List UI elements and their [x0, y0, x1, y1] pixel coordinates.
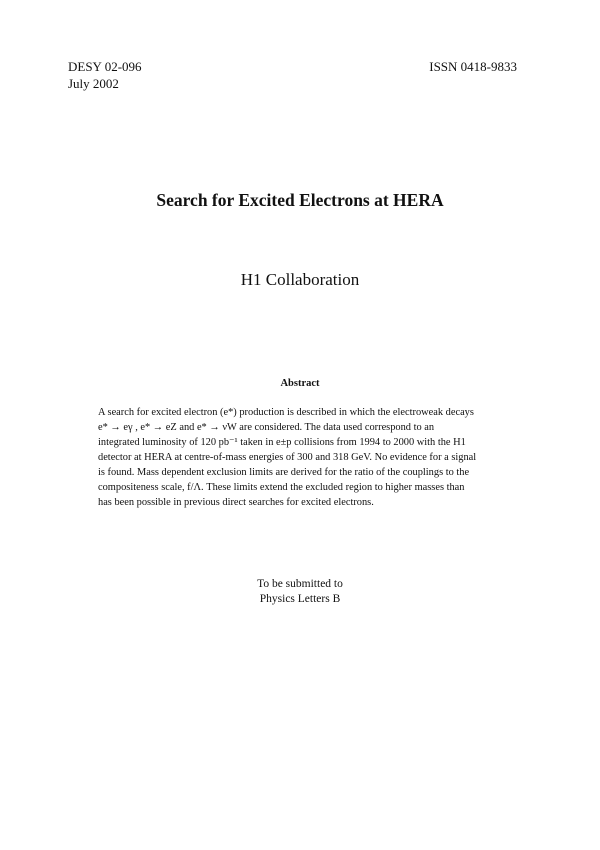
- submission-note: [0, 577, 600, 607]
- issn-number: ISSN 0418-9833: [429, 59, 517, 74]
- abstract-line: compositeness scale, f/Λ. These limits extend the excluded region to higher masses than: [98, 482, 465, 493]
- abstract-line: has been possible in previous direct searches for excited electrons.: [98, 497, 374, 508]
- collaboration-name: H1 Collaboration: [240, 270, 360, 289]
- abstract-body: [98, 405, 488, 510]
- abstract-line: is found. Mass dependent exclusion limits are derived for the ratio of the couplings to the: [98, 467, 470, 478]
- abstract-heading: Abstract: [280, 378, 320, 389]
- report-date: July 2002: [68, 76, 119, 91]
- report-number: DESY 02-096: [68, 59, 142, 74]
- abstract-line: detector at HERA at centre-of-mass energies of 300 and 318 GeV. No evidence for a signal: [98, 452, 477, 463]
- journal-name: Physics Letters B: [259, 593, 341, 605]
- report-info: [68, 58, 142, 92]
- submission-line-1: To be submitted to: [257, 578, 343, 590]
- abstract-line: e* → eγ , e* → eZ and e* → νW are considered. The data used correspond to an: [98, 422, 435, 433]
- abstract-line: integrated luminosity of 120 pb⁻¹ taken in e±p collisions from 1994 to 2000 with the H1: [98, 437, 466, 448]
- paper-title: Search for Excited Electrons at HERA: [156, 190, 444, 210]
- abstract-line: A search for excited electron (e*) production is described in which the electroweak decays: [98, 407, 474, 418]
